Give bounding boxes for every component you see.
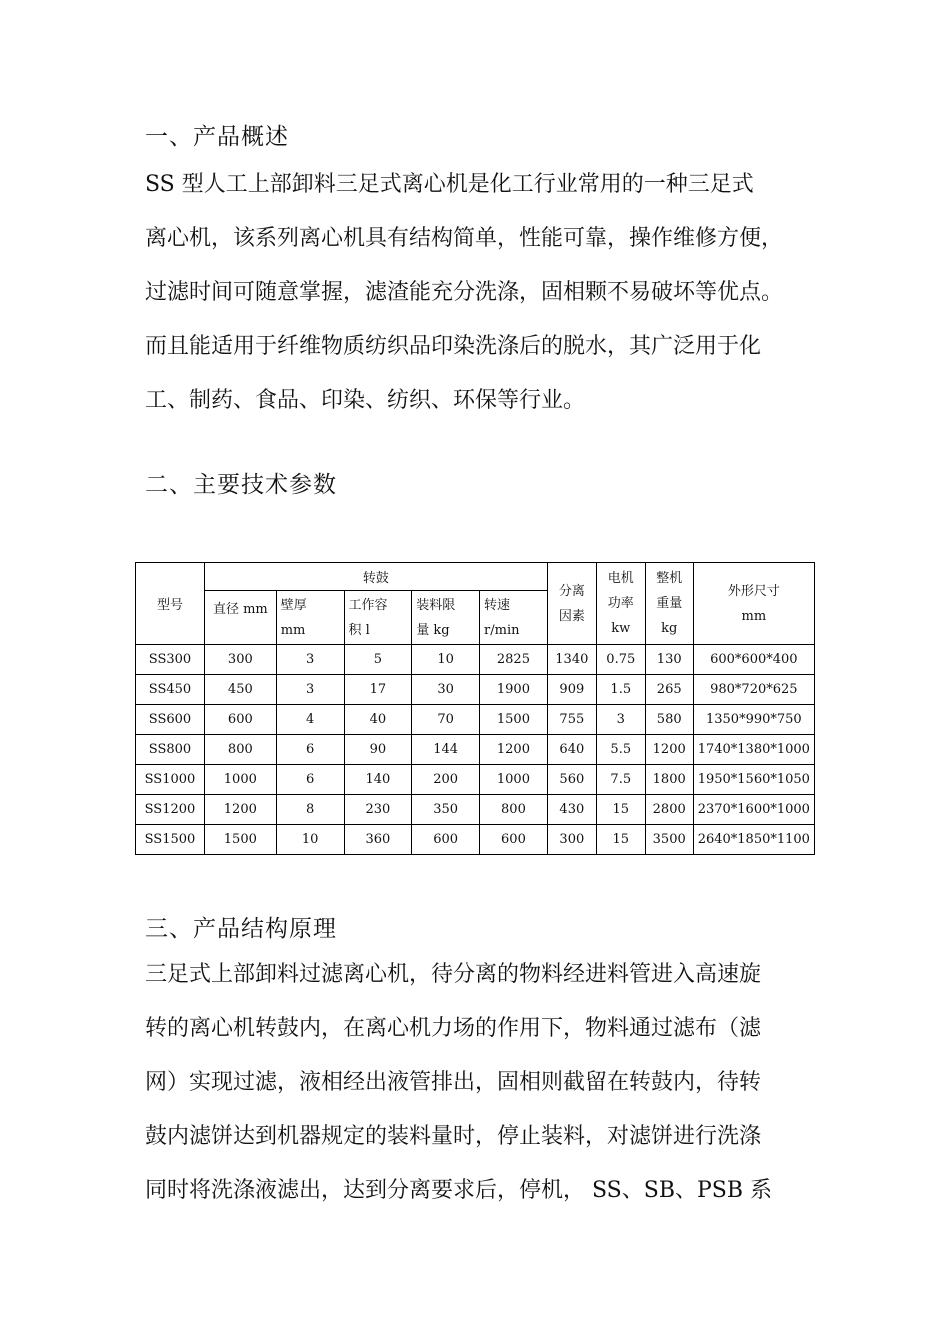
table-row [136, 765, 815, 795]
table-cell: SS800 [136, 735, 205, 765]
table-cell: 1200 [645, 735, 693, 765]
header-dimensions: 外形尺寸 mm [693, 563, 814, 645]
spec-table [135, 562, 815, 855]
table-cell: 1200 [480, 735, 548, 765]
table-header-row [136, 563, 815, 591]
table-cell: 40 [344, 705, 412, 735]
table-cell: 1.5 [596, 675, 645, 705]
table-cell: 1000 [480, 765, 548, 795]
paragraph-line: 三足式上部卸料过滤离心机，待分离的物料经进料管进入高速旋 [145, 962, 762, 987]
table-cell: 800 [204, 735, 276, 765]
table-cell: 230 [344, 795, 412, 825]
header-load-limit: 装料限 量 kg [412, 591, 480, 645]
table-cell: 4 [276, 705, 344, 735]
table-cell: 580 [645, 705, 693, 735]
table-cell: 1340 [547, 645, 596, 675]
table-cell: 755 [547, 705, 596, 735]
table-cell: 430 [547, 795, 596, 825]
paragraph-line: 鼓内滤饼达到机器规定的装料量时，停止装料，对滤饼进行洗涤 [145, 1124, 762, 1149]
section-heading-parameters: 二、主要技术参数 [145, 472, 337, 498]
table-cell: 15 [596, 795, 645, 825]
table-cell: 1900 [480, 675, 548, 705]
paragraph-line: 而且能适用于纤维物质纺织品印染洗涤后的脱水，其广泛用于化 [145, 334, 762, 359]
table-cell: 1950*1560*1050 [693, 765, 814, 795]
table-cell: SS1200 [136, 795, 205, 825]
header-machine-weight: 整机 重量 kg [645, 563, 693, 645]
structure-paragraph [145, 948, 815, 1218]
table-cell: 1500 [204, 825, 276, 855]
table-cell: 70 [412, 705, 480, 735]
table-row [136, 735, 815, 765]
table-cell: 8 [276, 795, 344, 825]
table-cell: 2640*1850*1100 [693, 825, 814, 855]
table-cell: 600 [204, 705, 276, 735]
table-row [136, 795, 815, 825]
table-cell: 15 [596, 825, 645, 855]
table-cell: SS300 [136, 645, 205, 675]
paragraph-line: 转的离心机转鼓内，在离心机力场的作用下，物料通过滤布（滤 [145, 1016, 762, 1041]
table-cell: 17 [344, 675, 412, 705]
table-row [136, 645, 815, 675]
section-heading-structure: 三、产品结构原理 [145, 916, 337, 942]
header-drum: 转鼓 [204, 563, 547, 591]
table-cell: 560 [547, 765, 596, 795]
table-row [136, 825, 815, 855]
table-cell: 1000 [204, 765, 276, 795]
table-row [136, 705, 815, 735]
paragraph-line: 过滤时间可随意掌握，滤渣能充分洗涤，固相颗不易破坏等优点。 [145, 280, 784, 305]
table-cell: 3 [276, 645, 344, 675]
table-cell: SS600 [136, 705, 205, 735]
paragraph-line: 离心机，该系列离心机具有结构简单，性能可靠，操作维修方便， [145, 226, 784, 251]
table-cell: SS1500 [136, 825, 205, 855]
overview-paragraph [145, 158, 815, 428]
table-cell: 10 [276, 825, 344, 855]
table-cell: 0.75 [596, 645, 645, 675]
table-cell: 980*720*625 [693, 675, 814, 705]
table-cell: 450 [204, 675, 276, 705]
table-cell: 2825 [480, 645, 548, 675]
table-cell: 265 [645, 675, 693, 705]
table-cell: 1200 [204, 795, 276, 825]
table-cell: 350 [412, 795, 480, 825]
table-cell: 6 [276, 765, 344, 795]
paragraph-line: 同时将洗涤液滤出，达到分离要求后，停机， SS、SB、PSB 系 [145, 1178, 773, 1203]
table-cell: 144 [412, 735, 480, 765]
table-cell: 3500 [645, 825, 693, 855]
table-cell: 6 [276, 735, 344, 765]
table-cell: 2800 [645, 795, 693, 825]
table-cell: 5.5 [596, 735, 645, 765]
table-cell: 800 [480, 795, 548, 825]
table-cell: 130 [645, 645, 693, 675]
table-row [136, 675, 815, 705]
table-cell: 3 [596, 705, 645, 735]
table-cell: 1740*1380*1000 [693, 735, 814, 765]
table-cell: 5 [344, 645, 412, 675]
table-cell: 300 [547, 825, 596, 855]
table-cell: 1500 [480, 705, 548, 735]
header-wall-thickness: 壁厚 mm [276, 591, 344, 645]
table-cell: 3 [276, 675, 344, 705]
header-working-volume: 工作容 积 l [344, 591, 412, 645]
table-cell: 300 [204, 645, 276, 675]
table-cell: 600 [412, 825, 480, 855]
table-cell: 360 [344, 825, 412, 855]
table-cell: 7.5 [596, 765, 645, 795]
header-model: 型号 [136, 563, 205, 645]
header-speed: 转速 r/min [480, 591, 548, 645]
table-cell: 600 [480, 825, 548, 855]
table-cell: 640 [547, 735, 596, 765]
paragraph-line: SS 型人工上部卸料三足式离心机是化工行业常用的一种三足式 [145, 172, 754, 197]
section-heading-overview: 一、产品概述 [145, 124, 289, 150]
paragraph-line: 工、制药、食品、印染、纺织、环保等行业。 [145, 388, 586, 413]
table-cell: 1800 [645, 765, 693, 795]
table-cell: 909 [547, 675, 596, 705]
table-cell: 200 [412, 765, 480, 795]
table-cell: 140 [344, 765, 412, 795]
table-cell: SS450 [136, 675, 205, 705]
header-motor-power: 电机 功率 kw [596, 563, 645, 645]
paragraph-line: 网）实现过滤，液相经出液管排出，固相则截留在转鼓内，待转 [145, 1070, 762, 1095]
table-cell: 10 [412, 645, 480, 675]
table-cell: 90 [344, 735, 412, 765]
header-diameter: 直径 mm [204, 591, 276, 645]
table-cell: 600*600*400 [693, 645, 814, 675]
table-cell: 2370*1600*1000 [693, 795, 814, 825]
table-cell: 30 [412, 675, 480, 705]
table-cell: SS1000 [136, 765, 205, 795]
table-cell: 1350*990*750 [693, 705, 814, 735]
header-separation-factor: 分离 因素 [547, 563, 596, 645]
